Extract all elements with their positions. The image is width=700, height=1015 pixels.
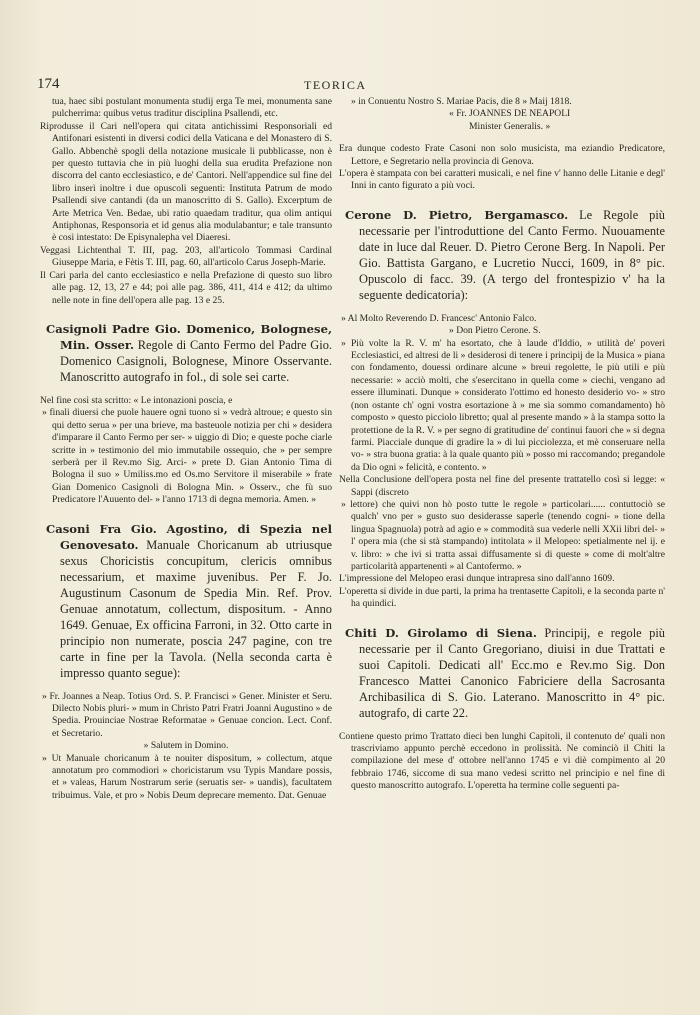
text-paragraph: L'impressione del Melopeo erasi dunque intrapresa sino dall'anno 1609. [339, 573, 615, 585]
spacer [40, 307, 332, 321]
spacer [40, 507, 332, 521]
spacer [339, 303, 665, 313]
text-paragraph: Minister Generalis. » [469, 120, 551, 132]
entry-text: Manuale Choricanum ab utriusque sexus Choricistis concupitum, clericis omnibus necessarium, et maxime juvenibus. Per F. Jo. Augustinum Casonum de Spedia Min. Ref. Prov. Genuae annotatum, collectum, dispositum. - Anno 1649. Genuae, Ex officina Farroni, in 32. Otto carte in principio non numerate, poscia 247 pagine, con tre carte in fine per la Tavola. (Nella seconda carta è impresso quanto segue): [60, 537, 332, 680]
text-paragraph: Nella Conclusione dell'opera posta nel fine del presente trattatello così si legge: « Sappi (discreto [339, 474, 665, 498]
bibliography-entry [40, 321, 332, 385]
text-paragraph: » Ut Manuale choricanum à te nouiter dispositum, » collectum, atque annotatum pro commodiori » choricistarum vsu Typis Mandare possis, et » valeas, Harum Nostrarum serie (seruatis ser- » uandis), facultatem tribuimus. Vale, et pro » Nobis Deum deprecare memento. Dat. Genuae [42, 752, 332, 801]
entry-heading: Chiti D. Girolamo di Siena. [345, 625, 537, 640]
text-paragraph: » Salutem in Domino. [143, 740, 229, 752]
text-paragraph: tua, haec sibi postulant monumenta studij erga Te mei, monumenta sane pulcherrima: quibus vetus traditur disciplina Psallendi, etc. [52, 96, 332, 120]
bibliography-entry [339, 207, 665, 303]
text-paragraph: » lettore) che quivi non hò posto tutte le regole » particolari...... contuttociò se qualch' vno per » gusto suo desiderasse saperle (tenendo cogni- » tione della lingua Spagnuola) potrà ad agio e » commodità sua vederle nelli XXii libri del- » l' opera mia (che si stà stampando) intitolata » il Melopeo: spetialmente nel ij. e v. libro: » che ivi si tratta assai diffusamente si di queste » come di molt'altre particolarità appartenenti » al Cantofermo. » [341, 498, 665, 572]
text-paragraph: » in Conuentu Nostro S. Mariae Pacis, die 8 » Maij 1818. [351, 96, 572, 107]
text-paragraph: » Più volte la R. V. m' ha esortato, che à laude d'Iddio, » utilità de' poveri Ecclesiastici, ed altresi de li » desiderosi di tenere i principij de la Musica » piana con fondamento, douessi ordinare alcune » breui regolette, le più utili e più necessarie: » acciò molti, che s'esercitano in quella come » ciechi, vengano ad essere illuminati. Dunque » considerato l'ottimo ed honesto desiderio vo- » stro (non ostante ch' ogni vostra esortazione à » me sia sommo comandamento) hò composto » questo picciolo libretto; qual al presente mando » à la stampa sotto la protettione de la R. V. » per segno di gratitudine de' continui fauori che » si degna farmi. Piacciale dunque di gradire la » di lui picciolezza, et mè conseruare nella vo- » stra buona gratia: à la quale quanto più » posso mi raccomando; pregandole da Dio ogni » felicità, e contento. » [341, 337, 665, 473]
spacer [40, 681, 332, 691]
entry-text: Regole di Canto Fermo del Padre Gio. Domenico Casignoli, Bolognese, Minore Osservante. Manoscritto autografo in fol., di sole sei carte. [60, 337, 332, 384]
right-column [339, 96, 665, 793]
text-paragraph: L'opera è stampata con bei caratteri musicali, e nel fine v' hanno delle Litanie e degl' Inni in canto figurato a più voci. [339, 168, 665, 192]
running-title: TEORICA [304, 78, 367, 92]
text-paragraph: Nel fine così sta scritto: « Le intonazioni poscia, e [40, 394, 233, 406]
bibliography-entry [40, 521, 332, 681]
entry-heading: Casignoli Padre Gio. Domenico, Bolognese, Min. Osser. [46, 321, 332, 352]
bibliography-entry [339, 625, 665, 721]
text-paragraph: Il Cari parla del canto ecclesiastico e nella Prefazione di questo suo libro alle pag. 12, 13, 27 e 44; poi alle pag. 386, 411, 414 e 412; da ultimo nelle note in fine dell'opera alle pag. 13 e 25. [40, 269, 332, 306]
text-paragraph: » Fr. Joannes a Neap. Totius Ord. S. P. Francisci » Gener. Minister et Seru. Dilecto Nobis pluri- » mum in Christo Patri Fratri Joanni Augustino » de Spedia. Prouinciae Nostrae Reformatae » Genuae concion. Lect. Conf. et Secretario. [42, 690, 332, 739]
text-paragraph: « Fr. JOANNES DE NEAPOLI [449, 108, 571, 120]
page-number: 174 [37, 76, 60, 92]
text-paragraph: Riprodusse il Cari nell'opera qui citata antichissimi Responsoriali ed Antifonari esistenti in diversi codici della Vaticana e del Monastero di S. Gallo. Abbenchè spogli della notazione musicale li pubblicasse, non è per questo tuttavia che in più luoghi della sua erudita Prefazione non discorra del canto ecclesiastico, e de' Cantori. Nell'appendice sul fine del libro inserì inoltre i due opuscoli seguenti: Instituta Patrum de modo Psallendi sive cantandi (da un manoscritto di S. Gallo). Excerptum de Arte Metrica Ven. Bedae, ubi ratio quaedam traditur, qua olim antiqui Antiphonas, Responsoria et id genus alia modulabantur; e tale transunto è così intestato: De Episynalepha vel Diaeresi. [40, 120, 332, 244]
text-paragraph: » Don Pietro Cerone. S. [449, 325, 541, 337]
spacer [339, 611, 665, 625]
text-paragraph: » finali diuersi che puole hauere ogni tuono si » vedrà altroue; e questo sin qui detto serua » per una brieve, ma basteuole notizia per chi » desidera d'imparare il Canto Fermo per ser- » uiggio di Dio; e queste poche ciarle scritte in » testimonio del mio immutabile ossequio, che » per sempre serberà per il Rev.mo Sig. Arci- » prete D. Gian Antonio Tima di Bologna il suo » Umiliss.mo ed Os.mo Servitore il miserabile » frate Gian Domenico Casignoli di Bologna Min. » Osserv., che fù suo Predicatore l'Auuento del- » l'anno 1713 di degna memoria. Amen. » [42, 407, 332, 506]
left-column [40, 96, 332, 802]
entry-text: Le Regole più necessarie per l'introduttione del Canto Fermo. Nuouamente date in luce dal Reuer. D. Pietro Cerone Berg. In Napoli. Per Gio. Battista Gargano, e Lucretio Nucci, 1609, in 8° pic. Opuscolo di facc. 39. (A tergo del frontespizio v' ha la seguente dedicatoria): [359, 207, 665, 302]
entry-heading: Cerone D. Pietro, Bergamasco. [345, 207, 569, 222]
text-paragraph: Contiene questo primo Trattato dieci ben lunghi Capitoli, il contenuto de' quali non trascriviamo appunto perchè eccedono in prolissità. Ne cominciò il Chiti la compilazione del mese d' ottobre nell'anno 1745 e vi diè compimento al 20 febbraio 1746, siccome di sua mano vedesi scritto nel principio e nel fine di questo manoscritto autografo. L'operetta ha termine colle seguenti pa- [339, 730, 665, 792]
entry-text: Principij, e regole più necessarie per il Canto Gregoriano, diuisi in due Trattati e suoi Capitoli. Dedicati all' Ecc.mo e Rev.mo Sig. Don Francesco Mattei Canonico Fabriciere della Sacrosanta Archibasilica di S. Gio. Laterano. Manoscritto in 4° pic. autografo, di carte 22. [359, 625, 665, 720]
spacer [339, 133, 665, 143]
spacer [339, 721, 665, 731]
text-paragraph: » Al Molto Reverendo D. Francesc' Antonio Falco. [341, 312, 537, 324]
spacer [40, 385, 332, 395]
spacer [339, 193, 665, 207]
text-paragraph: L'operetta si divide in due parti, la prima ha trentasette Capitoli, e la seconda parte n' ha quindici. [339, 585, 665, 610]
entry-heading: Casoni Fra Gio. Agostino, di Spezia nel Genovesato. [46, 521, 332, 552]
text-paragraph: Era dunque codesto Frate Casoni non solo musicista, ma eziandio Predicatore, Lettore, e Segretario nella provincia di Genova. [339, 143, 665, 167]
text-paragraph: Veggasi Lichtenthal T. III, pag. 203, all'articolo Tommasi Cardinal Giuseppe Maria, e Fètis T. III, pag. 60, all'articolo Carus Joseph-Marie. [40, 244, 332, 269]
